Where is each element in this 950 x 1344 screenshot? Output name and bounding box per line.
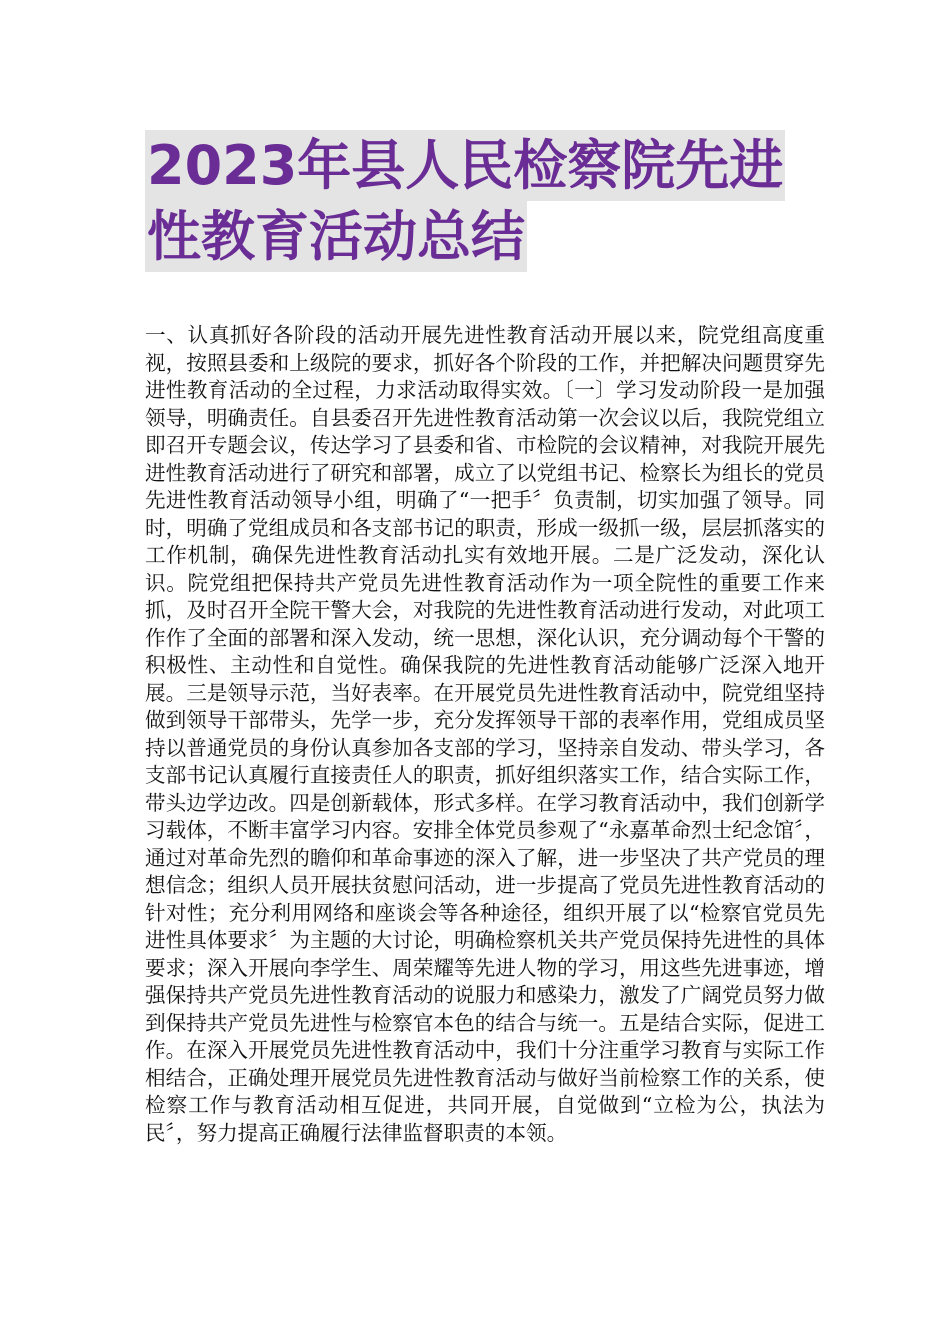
document-title xyxy=(145,130,815,272)
body-paragraph: 一、认真抓好各阶段的活动开展先进性教育活动开展以来，院党组高度重视，按照县委和上级院的要求，抓好各个阶段的工作，并把解决问题贯穿先进性教育活动的全过程，力求活动取得实效。〔一〕学习发动阶段一是加强领导，明确责任。自县委召开先进性教育活动第一次会议以后，我院党组立即召开专题会议，传达学习了县委和省、市检院的会议精神，对我院开展先进性教育活动进行了研究和部署，成立了以党组书记、检察长为组长的党员先进性教育活动领导小组，明确了“一把手〞负责制，切实加强了领导。同时，明确了党组成员和各支部书记的职责，形成一级抓一级，层层抓落实的工作机制，确保先进性教育活动扎实有效地开展。二是广泛发动，深化认识。院党组把保持共产党员先进性教育活动作为一项全院性的重要工作来抓，及时召开全院干警大会，对我院的先进性教育活动进行发动，对此项工作作了全面的部署和深入发动，统一思想，深化认识，充分调动每个干警的积极性、主动性和自觉性。确保我院的先进性教育活动能够广泛深入地开展。三是领导示范，当好表率。在开展党员先进性教育活动中，院党组坚持做到领导干部带头，先学一步，充分发挥领导干部的表率作用，党组成员坚持以普通党员的身份认真参加各支部的学习，坚持亲自发动、带头学习，各支部书记认真履行直接责任人的职责，抓好组织落实工作，结合实际工作，带头边学边改。四是创新载体，形式多样。在学习教育活动中，我们创新学习载体，不断丰富学习内容。安排全体党员参观了“永嘉革命烈士纪念馆〞，通过对革命先烈的瞻仰和革命事迹的深入了解，进一步坚决了共产党员的理想信念；组织人员开展扶贫慰问活动，进一步提高了党员先进性教育活动的针对性；充分利用网络和座谈会等各种途径，组织开展了以“检察官党员先进性具体要求〞为主题的大讨论，明确检察机关共产党员保持先进性的具体要求；深入开展向李学生、周荣耀等先进人物的学习，用这些先进事迹，增强保持共产党员先进性教育活动的说服力和感染力，激发了广阔党员努力做到保持共产党员先进性与检察官本色的结合与统一。五是结合实际，促进工作。在深入开展党员先进性教育活动中，我们十分注重学习教育与实际工作相结合，正确处理开展党员先进性教育活动与做好当前检察工作的关系，使检察工作与教育活动相互促进，共同开展，自觉做到“立检为公，执法为民〞，努力提高正确履行法律监督职责的本领。 xyxy=(145,323,825,1145)
title-line-2: 性教育活动总结 xyxy=(145,201,527,272)
title-line-1: 2023年县人民检察院先进 xyxy=(145,130,785,201)
